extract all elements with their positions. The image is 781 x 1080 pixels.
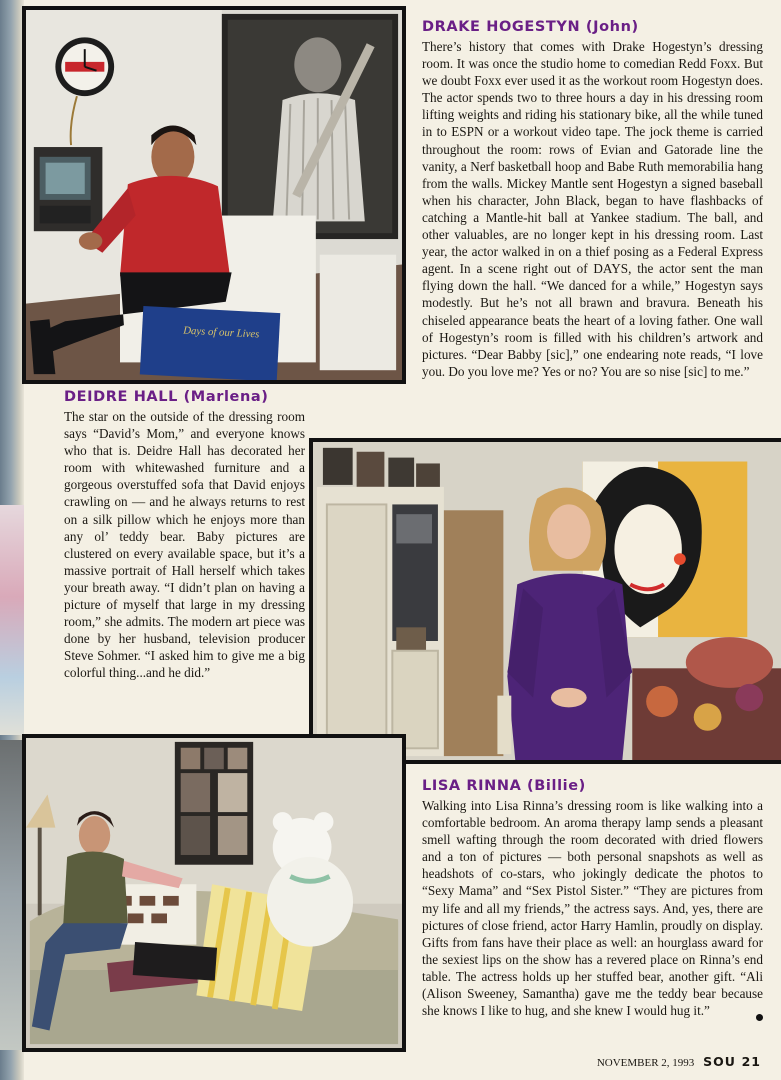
gutter-photo-strip <box>0 505 24 735</box>
photo-lisa-rinna <box>22 734 406 1052</box>
heading-deidre-hall: DEIDRE HALL (Marlena) <box>64 389 269 405</box>
article-drake-hogestyn <box>422 38 763 380</box>
page-number: 21 <box>741 1054 761 1069</box>
magazine-name: SOU <box>703 1054 736 1069</box>
paragraph-deidre: The star on the outside of the dressing room says “David’s Mom,” and everyone knows who that is. Deidre Hall has decorated her room with whitewashed furniture and a gorgeous overstuffed sofa that David enjoys crawling on — and he always returns to rest on a silk pillow which he enjoys more than any ol’ teddy bear. Baby pictures are clustered on every available space, but it’s a massive portrait of Hall herself which takes your breath away. “I didn’t plan on having a picture of myself that large in my dressing room,” she admits. The modern art piece was done by her husband, television producer Steve Sohmer. “I asked him to give me a big colorful thing...and he did.” <box>64 409 305 681</box>
article-lisa-rinna <box>422 797 763 1019</box>
issue-date: NOVEMBER 2, 1993 <box>596 1057 695 1069</box>
heading-drake-hogestyn: DRAKE HOGESTYN (John) <box>422 19 639 35</box>
page-footer <box>597 1054 761 1069</box>
heading-lisa-rinna: LISA RINNA (Billie) <box>422 778 586 794</box>
photo-deidre-hall <box>309 438 781 764</box>
article-deidre-hall <box>64 408 305 682</box>
paragraph-drake: There’s history that comes with Drake Hogestyn’s dressing room. It was once the studio home to comedian Redd Foxx. But we doubt Foxx ever used it as the workout room Hogestyn does. The actor spends two to three hours a day in his dressing room lifting weights and riding his stationary bike, all the while tuned in to ESPN or a workout video tape. The jock theme is carried throughout the room: rows of Evian and Gatorade line the vanity, a Nerf basketball hoop and Babe Ruth memorabilia hang from the walls. Mickey Mantle sent Hogestyn a signed baseball when his character, John Black, began to have flashbacks of catching a Mantle-hit ball at Yankee stadium. The ball, and other valuables, are no longer kept in his dressing room. Last year, the actor walked in on a thief posing as a Federal Express agent. In a scene right out of DAYS, the actor sent the man flying down the hall. “We danced for a while,” Hogestyn says modestly. But he’s not all brawn and bravura. Beneath his chiseled appearance beats the heart of a loving father. One wall of Hogestyn’s room is filled with his children’s artwork and pictures. “Dear Babby [sic],” one endearing note reads, “I love you. Do you love me? Yes or no? You are so nise [sic] to me.” <box>422 39 763 379</box>
box-label: Days of our Lives <box>182 324 260 341</box>
photo-drake-hogestyn <box>22 6 406 384</box>
paragraph-lisa: Walking into Lisa Rinna’s dressing room is like walking into a comfortable bedroom. An aroma therapy lamp sends a pleasant smell wafting through the room decorated with dried flowers and a ton of pictures — both personal snapshots as well as headshots of co-stars, who jokingly dedicate the photos to “Sexy Mama” and “Sex Pistol Sister.” “They are pictures from my life and all my friends,” the actress says. And, yes, there are pictures of close friend, actor Harry Hamlin, proudly on display. Gifts from fans have their place as well: an hourglass award for the sexiest lips on the show has a revered place on Rinna’s end table. The actress holds up her stuffed bear, another gift. “Ali (Alison Sweeney, Samantha) gave me the teddy bear because she knows I like to hug, and she knew I would hug it.” <box>422 798 763 1019</box>
gutter-photo-strip <box>0 740 24 1050</box>
end-of-article-mark <box>756 1014 763 1021</box>
